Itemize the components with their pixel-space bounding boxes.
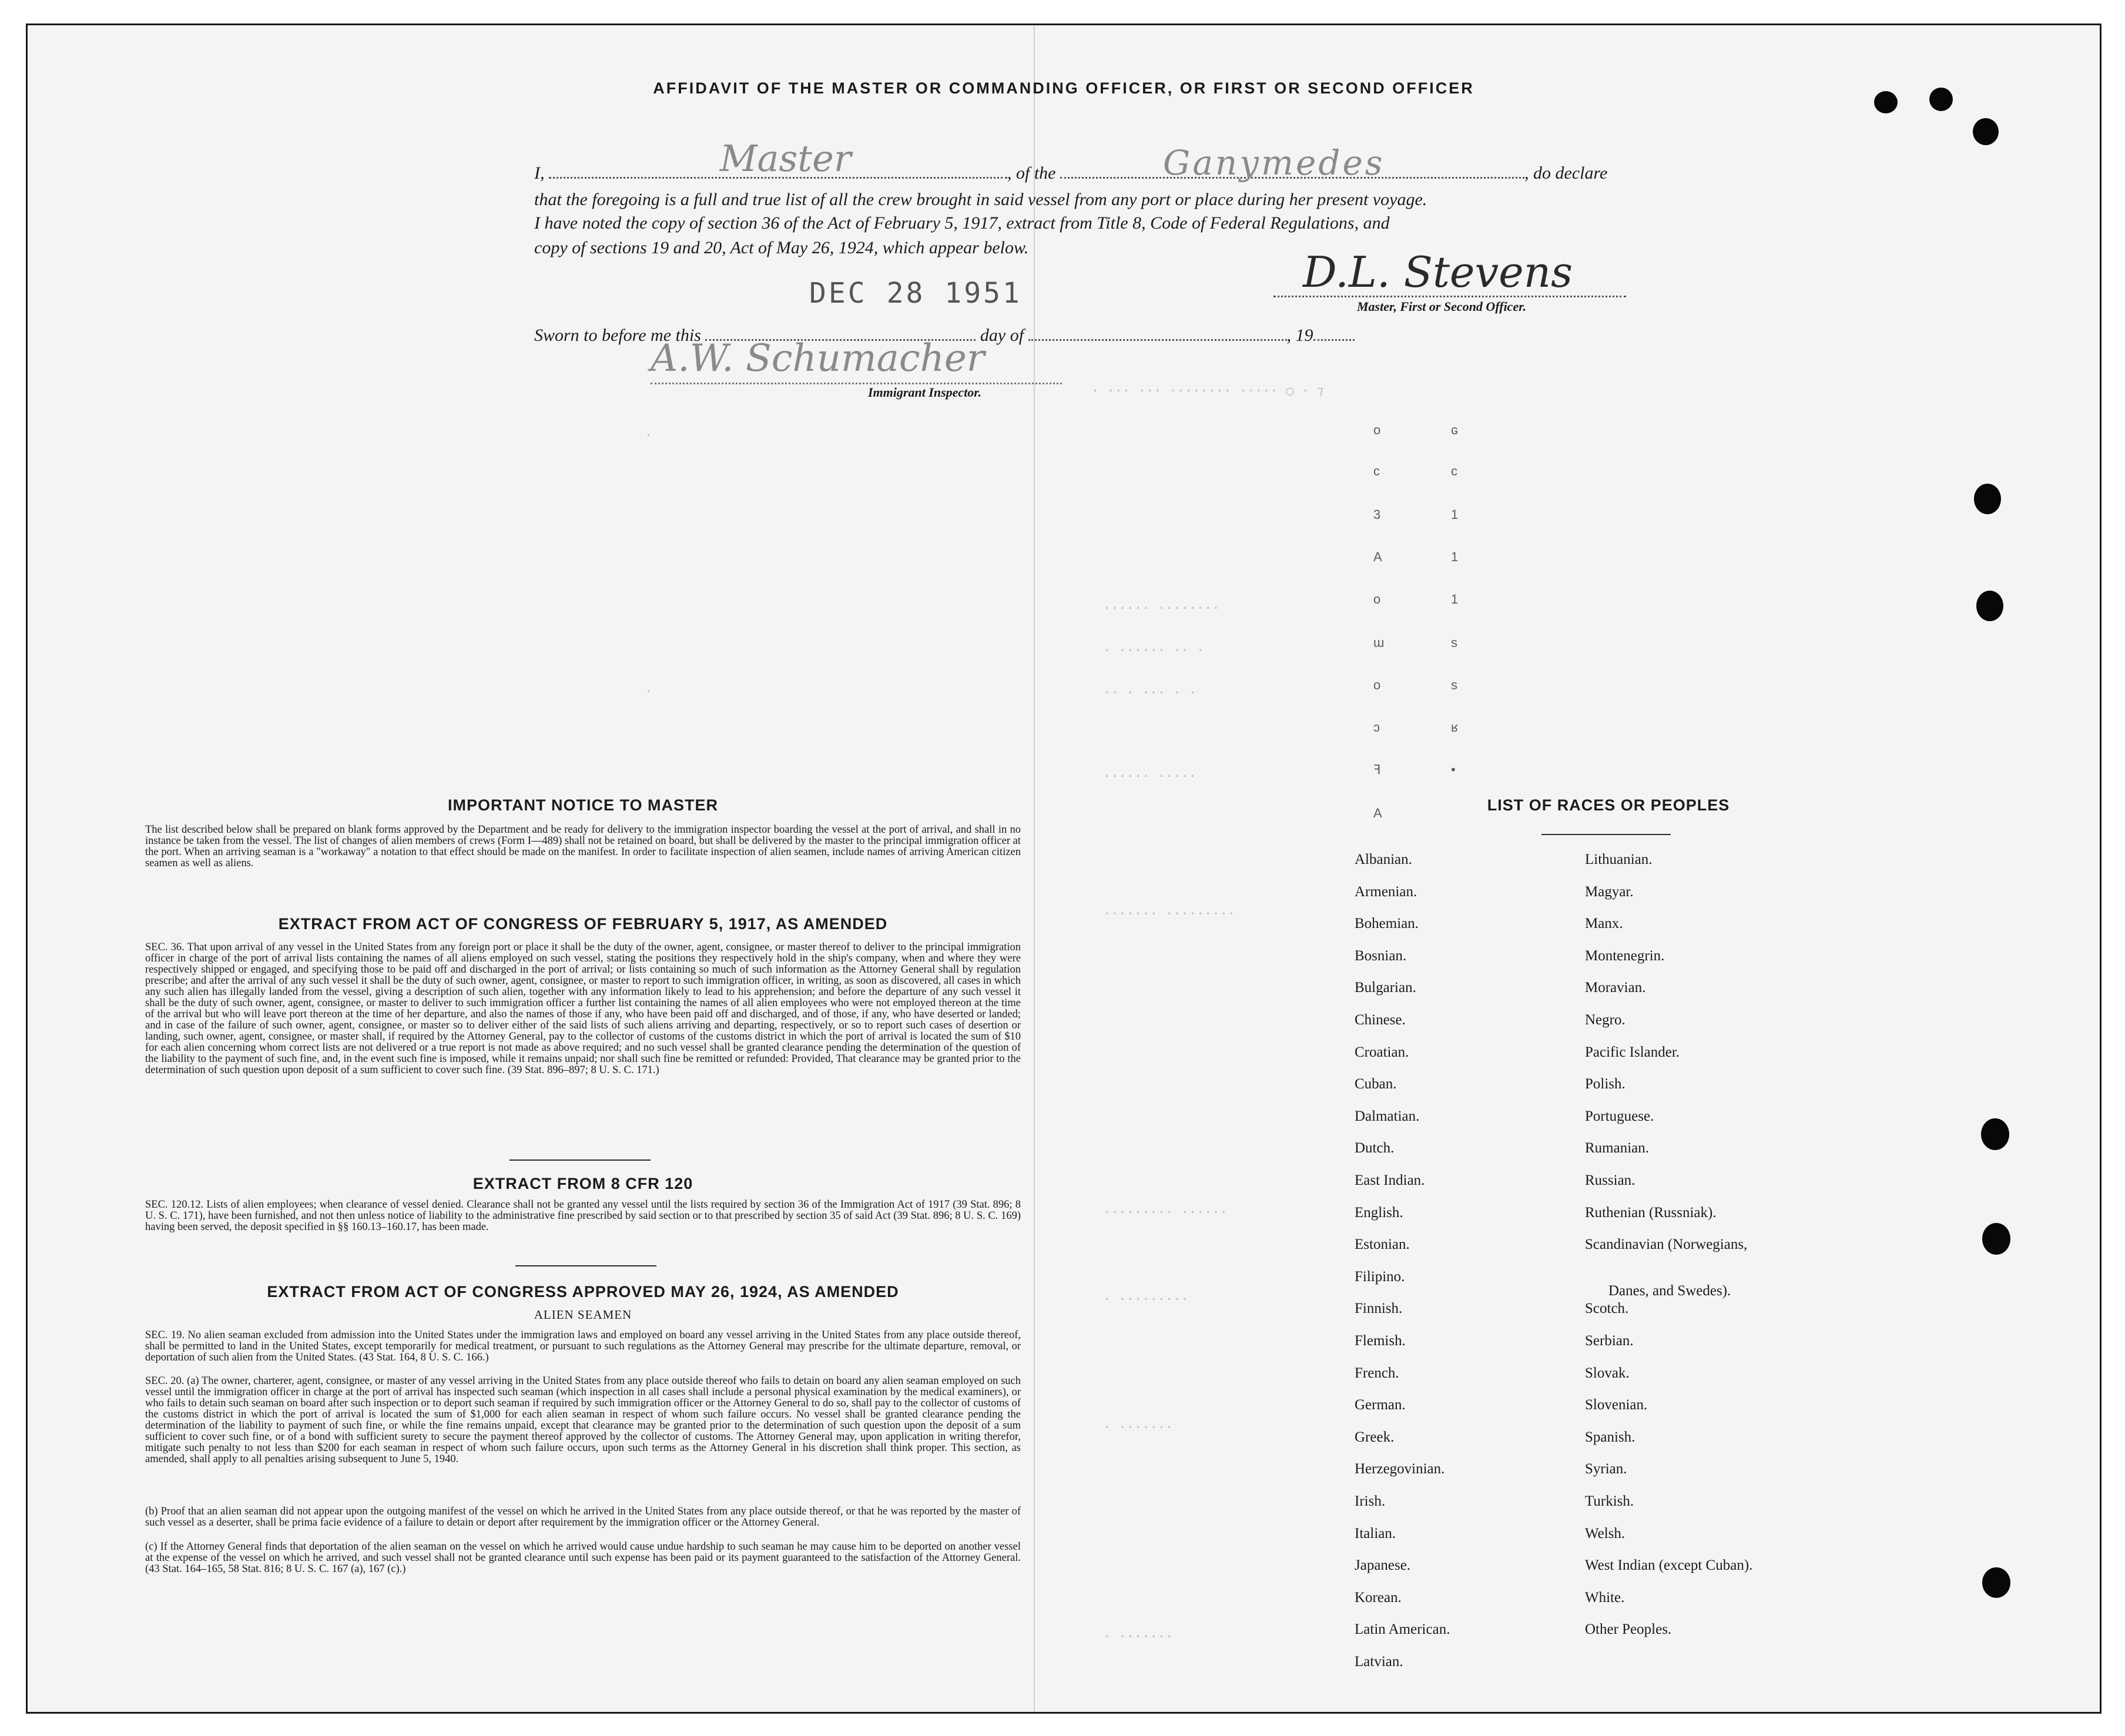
ghost-digit: ɢ [1451, 423, 1459, 437]
race-item: Bosnian. [1355, 947, 1407, 964]
races-title: LIST OF RACES OR PEOPLES [1487, 796, 1730, 814]
handwritten-vessel-name: Ganymedes [1163, 143, 1385, 183]
cfr-120-text: SEC. 120.12. Lists of alien employees; when clearance of vessel denied. Clearance shall not be granted any vessel until the lists required by section 36 of the Immigration Act of 1917 (39 Stat. 896; 8 U. S. C. 171), have been furnished, and not then unless notice of liability to the administrative fine prescribed by said section or to that prescribed by section 35 of said Act (39 Stat. 896; 8 U. S. C. 169) having been served, the deposit specified in §§ 160.13–160.17, has been made. [145, 1199, 1021, 1233]
ghost-digit: ɯ [1373, 635, 1385, 650]
race-item: Scotch. [1585, 1301, 1629, 1317]
ghost-dots: ······ ········ [1103, 601, 1220, 616]
race-item: German. [1355, 1397, 1406, 1413]
ghost-digit: 1 [1451, 592, 1459, 606]
affidavit-declare: , do declare [1524, 163, 1608, 183]
act-1917-title: EXTRACT FROM ACT OF CONGRESS OF FEBRUARY 5, 1917, AS AMENDED [278, 915, 888, 933]
affidavit-line-3: I have noted the copy of section 36 of the Act of February 5, 1917, extract from Title 8, Code of Federal Regulations, and [534, 213, 1390, 233]
race-item: Spanish. [1585, 1429, 1635, 1445]
race-item: Pacific Islander. [1585, 1044, 1680, 1060]
race-item: Ruthenian (Russniak). [1585, 1204, 1717, 1221]
race-item: Japanese. [1355, 1557, 1411, 1574]
race-item: West Indian (except Cuban). [1585, 1557, 1753, 1574]
race-item: Rumanian. [1585, 1140, 1650, 1157]
cfr-120-title: EXTRACT FROM 8 CFR 120 [472, 1175, 693, 1192]
race-item: Other Peoples. [1585, 1621, 1672, 1638]
race-item: Polish. [1585, 1076, 1625, 1092]
binder-hole [1973, 118, 1999, 145]
race-item: Filipino. [1355, 1268, 1405, 1285]
ghost-digit: ꟻ [1373, 762, 1381, 777]
ghost-digit: o [1373, 423, 1381, 437]
divider [1541, 834, 1671, 835]
race-item: Latvian. [1355, 1654, 1403, 1670]
race-item: Estonian. [1355, 1236, 1410, 1253]
ghost-digit: o [1373, 592, 1381, 606]
affidavit-title: AFFIDAVIT OF THE MASTER OR COMMANDING OFFICER, OR FIRST OR SECOND OFFICER [653, 79, 1474, 97]
race-item: Dalmatian. [1355, 1108, 1420, 1124]
race-item: Flemish. [1355, 1333, 1406, 1349]
officer-caption: Master, First or Second Officer. [1357, 299, 1527, 314]
race-item: Croatian. [1355, 1044, 1409, 1060]
race-item: Korean. [1355, 1589, 1402, 1606]
alien-seamen-subtitle: ALIEN SEAMEN [534, 1308, 632, 1322]
fold-line [1034, 25, 1035, 1712]
ghost-digit: c [1451, 464, 1457, 478]
race-item: Armenian. [1355, 883, 1417, 900]
race-item: Dutch. [1355, 1140, 1395, 1157]
race-item: Italian. [1355, 1525, 1396, 1541]
race-item: Magyar. [1585, 883, 1634, 900]
ghost-digit: s [1451, 678, 1457, 692]
act-1924-title: EXTRACT FROM ACT OF CONGRESS APPROVED MAY 26, 1924, AS AMENDED [267, 1283, 899, 1301]
divider [515, 1265, 656, 1266]
race-item: Syrian. [1585, 1461, 1627, 1477]
race-item: Russian. [1585, 1172, 1635, 1188]
inspector-signature: A.W. Schumacher [651, 337, 985, 380]
race-item: Cuban. [1355, 1076, 1397, 1092]
act-1924-sec19: SEC. 19. No alien seaman excluded from admission into the United States under the immigration laws and employed on board any vessel arriving in the United States from any place outside thereof, shall be permitted to land in the United States, except temporarily for medical treatment, or pursuant to such regulations as the Attorney General may prescribe for the ultimate departure, removal, or deportation of such alien from the United States. (43 Stat. 164, 8 U. S. C. 166.) [145, 1329, 1021, 1363]
affidavit-declaration-line [534, 160, 1607, 183]
date-stamp: DEC 28 1951 [809, 277, 1022, 310]
officer-signature-line [1273, 296, 1626, 297]
ghost-digit: 1 [1451, 549, 1459, 564]
affidavit-of-the: , of the [1007, 163, 1056, 183]
ghost-digit: s [1451, 635, 1457, 650]
ghost-digit: 3 [1373, 507, 1381, 522]
ghost-dots: · [645, 685, 653, 699]
race-item: Danes, and Swedes). [1608, 1282, 1731, 1299]
race-item: Bulgarian. [1355, 980, 1416, 996]
race-item: French. [1355, 1365, 1399, 1381]
binder-hole [1981, 1118, 2009, 1150]
race-item: White. [1585, 1589, 1625, 1606]
ghost-digit: ɔ [1373, 720, 1380, 735]
race-item: Turkish. [1585, 1493, 1634, 1509]
race-item: Greek. [1355, 1429, 1395, 1445]
ghost-dots: · ······ ·· · [1103, 644, 1205, 658]
race-item: Portuguese. [1585, 1108, 1654, 1124]
race-item: Manx. [1585, 916, 1623, 932]
race-item: Welsh. [1585, 1525, 1625, 1541]
inspector-signature-line [651, 383, 1062, 384]
race-item: East Indian. [1355, 1172, 1425, 1188]
race-item: Irish. [1355, 1493, 1386, 1509]
race-item: Montenegrin. [1585, 947, 1665, 964]
ghost-digit: c [1373, 464, 1380, 478]
affidavit-line-4: copy of sections 19 and 20, Act of May 26, 1924, which appear below. [534, 238, 1029, 257]
ghost-dots: · ······· [1103, 1630, 1174, 1644]
race-item: Chinese. [1355, 1012, 1406, 1028]
sworn-day-of: day of [980, 326, 1024, 345]
binder-hole [1982, 1567, 2010, 1598]
handwritten-master: Master [720, 137, 852, 180]
ghost-dots: · ········· [1103, 1292, 1189, 1307]
affidavit-prefix: I, [534, 163, 545, 183]
sworn-year: , 19 [1286, 326, 1313, 345]
race-item: Slovenian. [1585, 1397, 1648, 1413]
ghost-digit: o [1373, 678, 1381, 692]
race-item: Latin American. [1355, 1621, 1450, 1638]
race-item: Lithuanian. [1585, 852, 1653, 867]
race-item: Bohemian. [1355, 916, 1419, 932]
ghost-dots: ······ ····· [1103, 769, 1196, 784]
ghost-digit: A [1373, 549, 1382, 564]
sworn-prefix: Sworn to before me this [534, 326, 701, 345]
race-item: Albanian. [1355, 852, 1412, 867]
ghost-dots: · ······· [1103, 1420, 1174, 1435]
ghost-digit: ʁ [1451, 720, 1458, 735]
divider [510, 1159, 651, 1161]
race-item: Moravian. [1585, 980, 1646, 996]
act-1924-sec20a: SEC. 20. (a) The owner, charterer, agent, consignee, or master of any vessel arriving in the United States from any place outside thereof who fails to detain on board any alien seaman employed on such vessel until the immigration officer in charge at the port of arrival has inspected such seaman (which inspection in all cases shall include a personal physical examination by the medical examiners), or who fails to detain such seaman on board after such inspection or to deport such seaman if required by such immigration officer or the Attorney General to do so, shall pay to the collector of customs of the customs district in which the port of arrival is located the sum of $1,000 for each alien seaman in respect of whom such failure occurs. No vessel shall be granted clearance pending the determination of the liability to payment of such fine, or while the fine remains unpaid, except that clearance may be granted prior to the determination of such question upon the deposit of a sum sufficient to cover such fine, or of a bond with sufficient surety to secure the payment thereof approved by the collector of customs. The Attorney General may, upon application in writing therefor, mitigate such penalty to not less than $200 for each seaman in respect of whom such failure occurs, upon such terms as the Attorney General in his discretion shall think proper. This section, as amended, shall apply to all penalties arising subsequent to June 5, 1940. [145, 1375, 1021, 1465]
binder-hole [1982, 1223, 2010, 1255]
race-item: Scandinavian (Norwegians, [1585, 1236, 1748, 1253]
ghost-dots: ········· ······ [1103, 1205, 1228, 1220]
race-item: Slovak. [1585, 1365, 1630, 1381]
ghost-dots: ······· ········· [1103, 907, 1236, 921]
ghost-digit: A [1373, 806, 1382, 820]
act-1924-sec20b: (b) Proof that an alien seaman did not appear upon the outgoing manifest of the vessel on which he arrived in the United States from any place outside thereof, or that he was reported by the master of such vessel as a deserter, shall be prima facie evidence of a failure to detain or deport after requirement by the immigration officer or the Attorney General. [145, 1506, 1021, 1529]
ghost-digit: 1 [1451, 507, 1459, 522]
inspector-caption: Immigrant Inspector. [868, 385, 982, 400]
notice-title: IMPORTANT NOTICE TO MASTER [448, 796, 718, 814]
binder-hole [1974, 484, 2001, 514]
race-item: English. [1355, 1204, 1403, 1221]
race-item: Herzegovinian. [1355, 1461, 1445, 1477]
ghost-dots: ·· · ··· · · [1103, 686, 1196, 701]
act-1924-sec20c: (c) If the Attorney General finds that deportation of the alien seaman on the vessel on which he arrived would cause undue hardship to such seaman he may cause him to be deported on another vessel at the expense of the vessel on which he arrived, and such vessel shall not be granted clearance until such expense has been paid or its payment guaranteed to the satisfaction of the Attorney General. (43 Stat. 164–165, 58 Stat. 816; 8 U. S. C. 167 (a), 167 (c).) [145, 1541, 1021, 1575]
officer-signature: D.L. Stevens [1303, 247, 1573, 297]
race-item: Negro. [1585, 1012, 1625, 1028]
act-1917-text: SEC. 36. That upon arrival of any vessel in the United States from any foreign port or place it shall be the duty of the owner, agent, consignee, or master thereof to deliver to the principal immigration officer in charge of the port of arrival lists containing the names of all aliens employed on such vessel, stating the positions they respectively hold in the ship's company, when and where they were respectively shipped or engaged, and specifying those to be paid off and discharged in the port of arrival; or lists containing so much of such information as the Attorney General shall by regulation prescribe; and after the arrival of any such vessel it shall be the duty of such owner, agent, consignee, or master to report to such immigration officer, in writing, as soon as discovered, all cases in which any such alien has illegally landed from the vessel, giving a description of such alien, together with any information likely to lead to his apprehension; and before the departure of any such vessel it shall be the duty of such owner, agent, consignee, or master to deliver to such immigration officer a further list containing the names of all alien employees who were not employed thereon at the time of the arrival but who will leave port thereon at the time of her departure, and also the names of those if any, who have been paid off and discharged, and of those, if any, who have deserted or landed; and in case of the failure of such owner, agent, consignee, or master so to deliver either of the said lists of such aliens arriving and departing, respectively, or so to report such cases of desertion or landing, such owner, agent, consignee, or master shall, if required by the Attorney General, pay to the collector of customs of the customs district in which the port of arrival is located the sum of $10 for each alien concerning whom correct lists are not delivered or a true report is not made as above required; and no such vessel shall be granted clearance pending the determination of the question of the liability to the payment of such fine, and, in the event such fine is imposed, while it remains unpaid; nor shall such fine be remitted or refunded: Provided, That clearance may be granted prior to the determination of such question upon deposit of a sum sufficient to cover such fine. (39 Stat. 896–897; 8 U. S. C. 171.) [145, 941, 1021, 1076]
ghost-dots: · [645, 428, 653, 443]
race-item: Serbian. [1585, 1333, 1634, 1349]
document-page [26, 24, 2101, 1714]
binder-hole [1976, 591, 2003, 621]
notice-text: The list described below shall be prepared on blank forms approved by the Department and be ready for delivery to the immigration inspector boarding the vessel at the port of arrival, and shall in no instance be taken from the vessel. The list of changes of alien members of crews (Form I—489) shall not be retained on board, but shall be delivered by the master to the principal immigration officer at the port. When an arriving seaman is a "workaway" a notation to that effect should be made on the manifest. In order to facilitate inspection of alien seamen, include names of arriving American citizen seamen as well as aliens. [145, 824, 1021, 869]
ghost-column-row: · ··· ··· ········ ····· ○ · ⁊ [1091, 384, 1324, 398]
race-item: Finnish. [1355, 1301, 1403, 1317]
ghost-digit: • [1451, 762, 1456, 777]
affidavit-line-2: that the foregoing is a full and true list of all the crew brought in said vessel from any port or place during her present voyage. [534, 190, 1427, 209]
